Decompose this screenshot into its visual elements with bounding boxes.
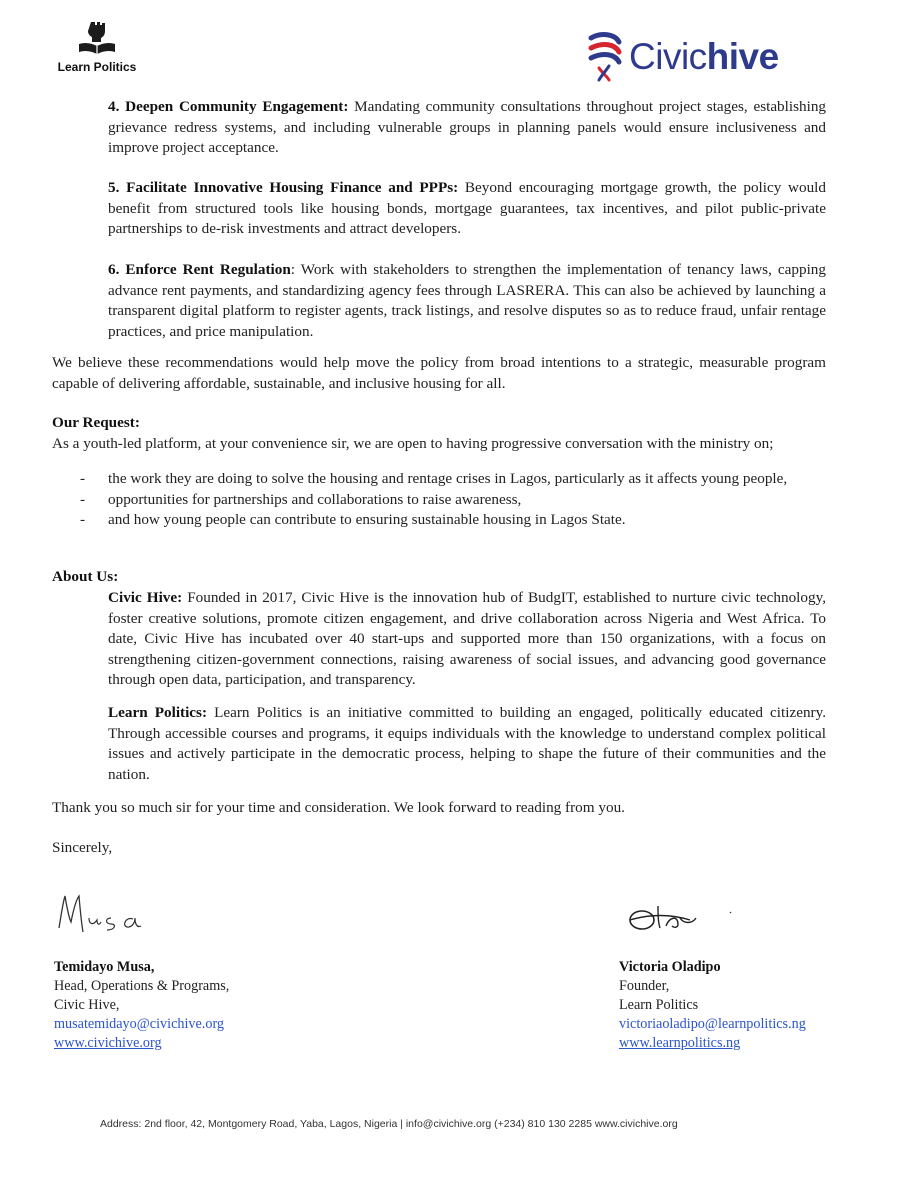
signatory-role: Founder, [619,978,670,994]
signatory-org: Learn Politics [619,997,699,1013]
signatory-email-link[interactable]: musatemidayo@civichive.org [54,1016,225,1032]
recommendation-6-title: 6. Enforce Rent Regulation [108,261,291,278]
learn-politics-logo-text: Learn Politics [57,60,137,74]
about-civic-hive [108,588,826,691]
request-heading: Our Request: [52,414,140,431]
learn-politics-logo [52,18,142,80]
recommendation-5-title: 5. Facilitate Innovative Housing Finance and PPPs: [108,179,459,196]
signatory-org: Civic Hive, [54,997,120,1013]
signatory-website-link[interactable]: www.civichive.org [54,1035,162,1051]
signatory-temidayo [54,958,229,1053]
recommendation-4-text: Mandating community consultations throughout project stages, establishing grievance redress systems, and including vulnerable groups in planning panels would ensure inclusiveness and improve project acceptance. [108,98,827,156]
civichive-logo [585,28,779,84]
signatory-website-link[interactable]: www.learnpolitics.ng [619,1035,741,1051]
footer-address-text: 2nd floor, 42, Montgomery Road, Yaba, Lagos, Nigeria | info@civichive.org (+234) 810 130 2285 www.civichive.org [141,1118,678,1130]
recommendation-6-text: : Work with stakeholders to strengthen the implementation of tenancy laws, capping advance rent payments, and standardizing agency fees through LASRERA. This can also be achieved by launching a transparent digital platform to register agents, track listings, and resolve disputes so as to reduce fraud, unfair rentage practices, and price manipulation. [108,261,826,340]
signature-ola [620,898,740,938]
signatory-name: Victoria Oladipo [619,959,721,975]
bullet: - [80,470,86,487]
summary-paragraph: We believe these recommendations would help move the policy from broad intentions to a strategic, measurable program capable of delivering affordable, sustainable, and inclusive housing for all. [52,354,826,392]
civichive-helix-icon [585,28,625,84]
about-civic-hive-title: Civic Hive: [108,589,183,606]
list-item [52,510,826,531]
signature-musa [55,888,165,940]
bullet: - [80,511,86,528]
civichive-logo-text [629,35,779,77]
closing-sincerely: Sincerely, [52,839,113,856]
recommendation-6 [108,260,826,342]
civichive-logo-civic: Civic [629,35,707,77]
raised-fist-book-icon [75,18,119,58]
recommendation-5-text: Beyond encouraging mortgage growth, the policy would benefit from structured tools like housing bonds, mortgage guarantees, tax incentives, and pilot public-private partnerships to de-risk investments and attract developers. [108,179,826,237]
recommendation-5 [108,178,826,240]
closing-thanks: Thank you so much sir for your time and consideration. We look forward to reading from you. [52,799,625,816]
civichive-logo-hive: hive [706,35,779,77]
signatory-role: Head, Operations & Programs, [54,978,230,994]
list-item-text: opportunities for partnerships and collaborations to raise awareness, [108,490,522,508]
bullet: - [80,490,86,508]
about-civic-hive-text: Founded in 2017, Civic Hive is the innovation hub of BudgIT, established to nurture civic technology, foster creative solutions, promote citizen engagement, and drive collaboration across Nigeria and West Africa. To date, Civic Hive has incubated over 40 start-ups and supported more than 150 organizations, with a focus on strengthening citizen-government connections, raising awareness of social issues, and advancing good governance through open data, participation, and transparency. [108,589,826,688]
list-item [52,490,826,511]
signatory-name: Temidayo Musa, [54,959,155,975]
list-item [52,469,826,490]
signatory-email-link[interactable]: victoriaoladipo@learnpolitics.ng [619,1016,806,1032]
about-learn-politics-title: Learn Politics: [108,704,208,721]
request-intro: As a youth-led platform, at your convenience sir, we are open to having progressive conversation with the ministry on; [52,435,774,452]
about-learn-politics-text: Learn Politics is an initiative committed to building an engaged, politically educated citizenry. Through accessible courses and programs, it equips individuals with the knowledge to understand complex political issues and actively participate in the democratic process, helping to shape the future of their communities and the nation. [108,704,826,783]
about-learn-politics [108,703,826,785]
recommendation-4-title: 4. Deepen Community Engagement: [108,98,349,115]
list-item-text: and how young people can contribute to ensuring sustainable housing in Lagos State. [108,511,626,528]
footer-address [100,1118,800,1130]
footer-address-label: Address: [100,1118,142,1130]
request-list [52,469,826,531]
list-item-text: the work they are doing to solve the housing and rentage crises in Lagos, particularly as it affects young people, [108,470,788,487]
about-heading: About Us: [52,568,119,585]
recommendation-4 [108,97,826,159]
signatory-victoria [619,958,806,1053]
